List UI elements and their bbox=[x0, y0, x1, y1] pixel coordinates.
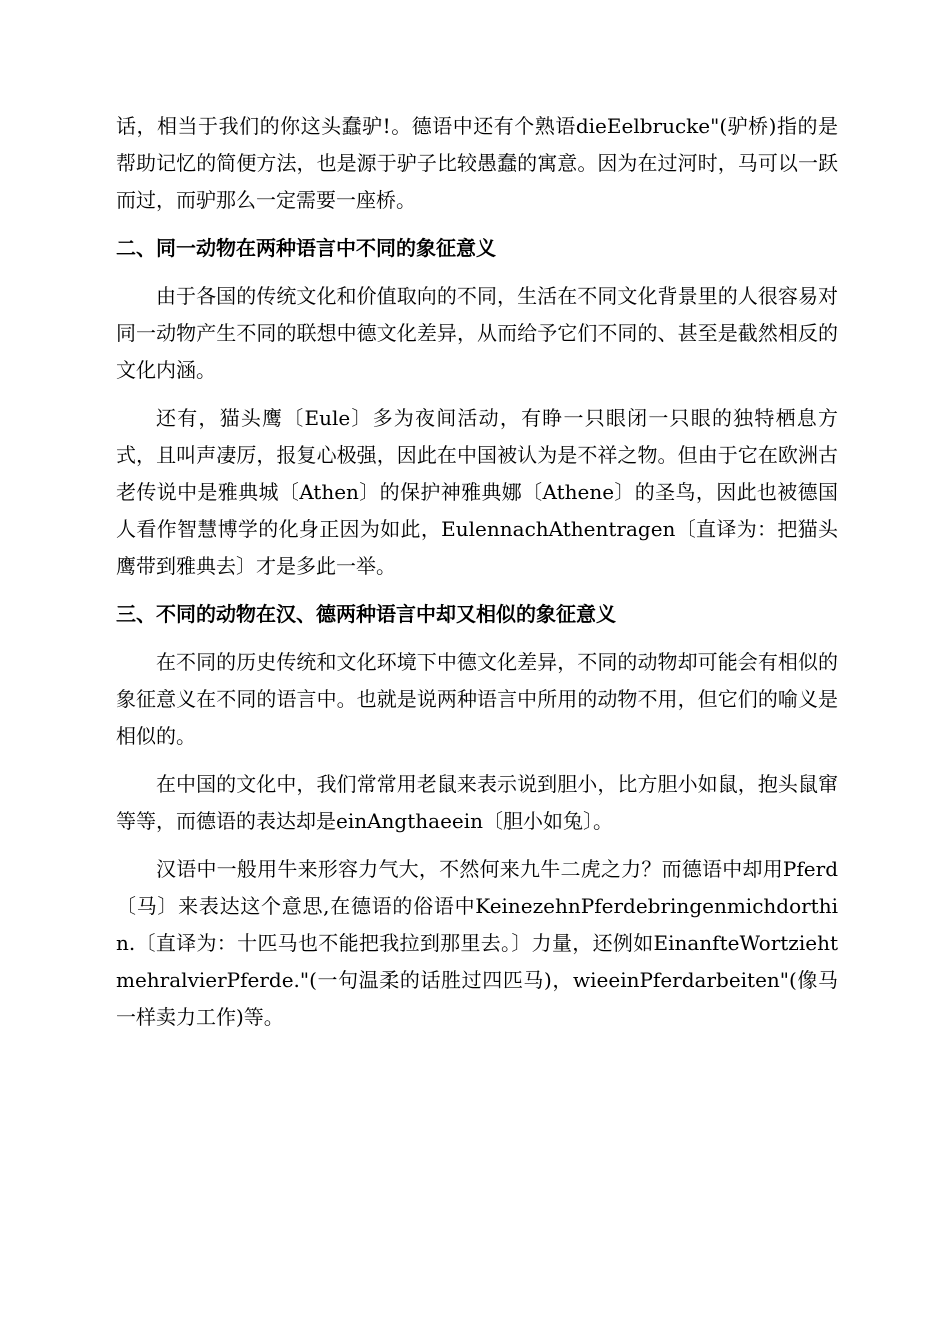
section-heading-2: 二、同一动物在两种语言中不同的象征意义 bbox=[116, 236, 496, 260]
paragraph-ox-horse: 汉语中一般用牛来形容力气大，不然何来九牛二虎之力？而德语中却用Pferd〔马〕来表达这个意思,在德语的俗语中KeinezehnPferdebringenmichdorthin.〔直译为：十匹马也不能把我拉到那里去。〕力量，还例如EinanfteWortziehtmehralvierPferde."(一句温柔的话胜过四匹马)，wieeinPferdarbeiten"(像马一样卖力工作)等。 bbox=[116, 857, 838, 1029]
paragraph-owl: 还有，猫头鹰〔Eule〕多为夜间活动，有睁一只眼闭一只眼的独特栖息方式，且叫声凄厉，报复心极强，因此在中国被认为是不祥之物。但由于它在欧洲古老传说中是雅典城〔Athen〕的保护神雅典娜〔Athene〕的圣鸟，因此也被德国人看作智慧博学的化身正因为如此，EulennachAthentragen〔直译为：把猫头鹰带到雅典去〕才是多此一举。 bbox=[116, 406, 838, 578]
paragraph-donkey-bridge: 话，相当于我们的你这头蠢驴!。德语中还有个熟语dieEelbrucke"(驴桥)指的是帮助记忆的简便方法，也是源于驴子比较愚蠢的寓意。因为在过河时，马可以一跃而过，而驴那么一定需要一座桥。 bbox=[116, 114, 838, 212]
paragraph-mouse-rabbit: 在中国的文化中，我们常常用老鼠来表示说到胆小，比方胆小如鼠，抱头鼠窜等等，而德语的表达却是einAngthaeein〔胆小如兔〕。 bbox=[116, 772, 838, 833]
paragraph-cultural-associations: 由于各国的传统文化和价值取向的不同，生活在不同文化背景里的人很容易对同一动物产生不同的联想中德文化差异，从而给予它们不同的、甚至是截然相反的文化内涵。 bbox=[116, 284, 838, 382]
paragraph-similar-symbolism: 在不同的历史传统和文化环境下中德文化差异，不同的动物却可能会有相似的象征意义在不同的语言中。也就是说两种语言中所用的动物不用，但它们的喻义是相似的。 bbox=[116, 650, 838, 748]
section-heading-3: 三、不同的动物在汉、德两种语言中却又相似的象征意义 bbox=[116, 602, 616, 626]
document-page bbox=[116, 108, 838, 1047]
